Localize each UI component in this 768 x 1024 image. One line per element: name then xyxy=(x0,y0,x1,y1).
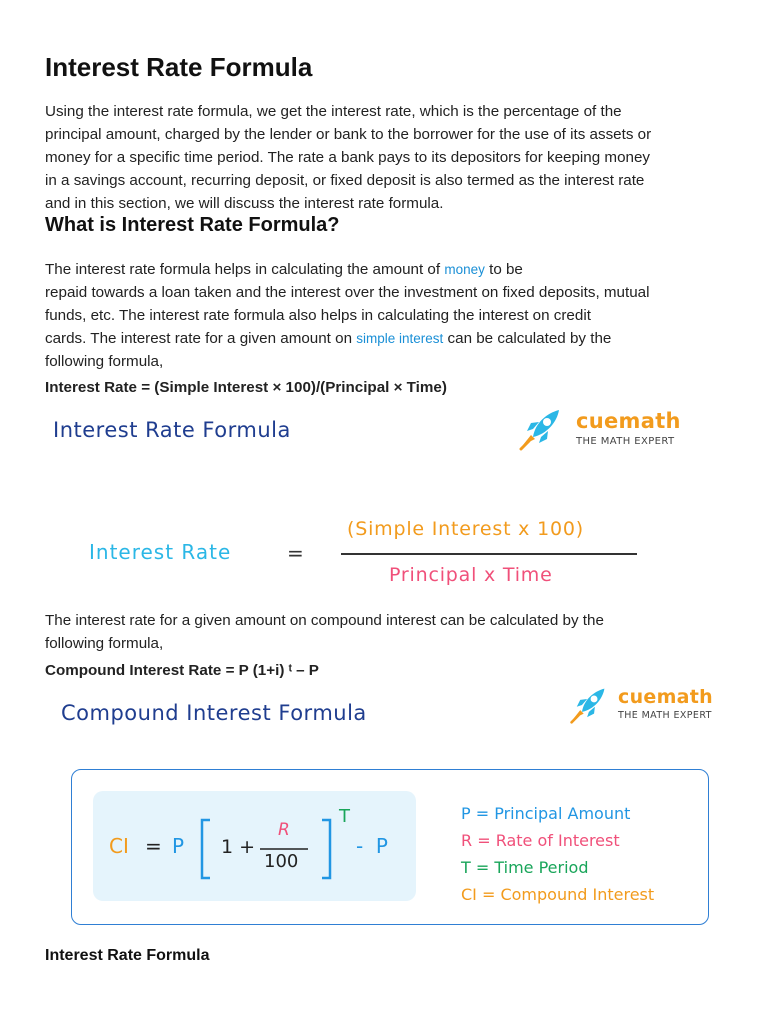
para-line: repaid towards a loan taken and the interest over the investment on fixed deposits, mutual xyxy=(45,284,650,301)
para-text: cards. The interest rate for a given amount on xyxy=(45,330,353,347)
equals-sign: = xyxy=(145,834,162,858)
legend-item: CI = Compound Interest xyxy=(461,885,655,904)
rocket-icon xyxy=(565,686,611,724)
compound-formula: Compound Interest Rate = P (1+i) ᵗ – P xyxy=(45,662,319,679)
brand-name: cuemath xyxy=(618,686,714,708)
legend-item: T = Time Period xyxy=(461,858,589,877)
intro-line: money for a specific time period. The rate a bank pays to its depositors for keeping money xyxy=(45,149,651,166)
formula-numerator: (Simple Interest x 100) xyxy=(347,518,584,540)
section-heading: What is Interest Rate Formula? xyxy=(45,214,340,236)
rocket-icon xyxy=(517,407,563,451)
legend-item: R = Rate of Interest xyxy=(461,831,620,850)
one-plus: 1 + xyxy=(221,836,256,858)
legend-item: P = Principal Amount xyxy=(461,804,631,823)
intro-line: in a savings account, recurring deposit, or fixed deposit is also termed as the interest rate xyxy=(45,172,645,189)
para-line xyxy=(45,258,725,281)
para-line xyxy=(45,327,725,350)
formula-legend xyxy=(461,800,654,908)
para-text: to be xyxy=(489,261,523,278)
simple-formula: Interest Rate = (Simple Interest × 100)/(Principal × Time) xyxy=(45,379,447,396)
image-title: Compound Interest Formula xyxy=(61,701,367,725)
fraction-bar xyxy=(341,553,637,555)
image-title: Interest Rate Formula xyxy=(53,418,291,442)
para-text: The interest rate formula helps in calculating the amount of xyxy=(45,261,441,278)
intro-line: and in this section, we will discuss the interest rate formula. xyxy=(45,195,444,212)
para-line: The interest rate for a given amount on compound interest can be calculated by the xyxy=(45,612,604,629)
interest-rate-formula-image xyxy=(45,405,725,600)
page-title: Interest Rate Formula xyxy=(45,52,313,82)
brand-name: cuemath xyxy=(576,409,681,433)
rate-symbol: R xyxy=(278,820,290,840)
intro-line: principal amount, charged by the lender or bank to the borrower for the use of its assets or xyxy=(45,126,652,143)
para-line: funds, etc. The interest rate formula also helps in calculating the interest on credit xyxy=(45,307,591,324)
image-caption: Interest Rate Formula xyxy=(45,947,210,964)
para-line: following formula, xyxy=(45,353,164,370)
intro-paragraph xyxy=(45,100,725,215)
principal-symbol: P xyxy=(172,834,185,858)
formula-lhs: Interest Rate xyxy=(89,540,232,564)
minus-principal: - P xyxy=(356,834,388,858)
ci-symbol: CI xyxy=(109,834,129,858)
compound-paragraph xyxy=(45,609,725,655)
brand-tagline: THE MATH EXPERT xyxy=(618,710,712,721)
money-link[interactable]: money xyxy=(444,262,485,277)
description-paragraph xyxy=(45,258,725,373)
para-line: following formula, xyxy=(45,635,164,652)
intro-line: Using the interest rate formula, we get the interest rate, which is the percentage of the xyxy=(45,103,622,120)
hundred-value: 100 xyxy=(264,851,299,872)
simple-interest-link[interactable]: simple interest xyxy=(356,331,444,346)
equals-sign: = xyxy=(287,541,304,565)
para-text: can be calculated by the xyxy=(447,330,612,347)
time-exponent: T xyxy=(339,806,350,827)
formula-denominator: Principal x Time xyxy=(389,564,553,586)
brand-tagline: THE MATH EXPERT xyxy=(576,436,675,447)
